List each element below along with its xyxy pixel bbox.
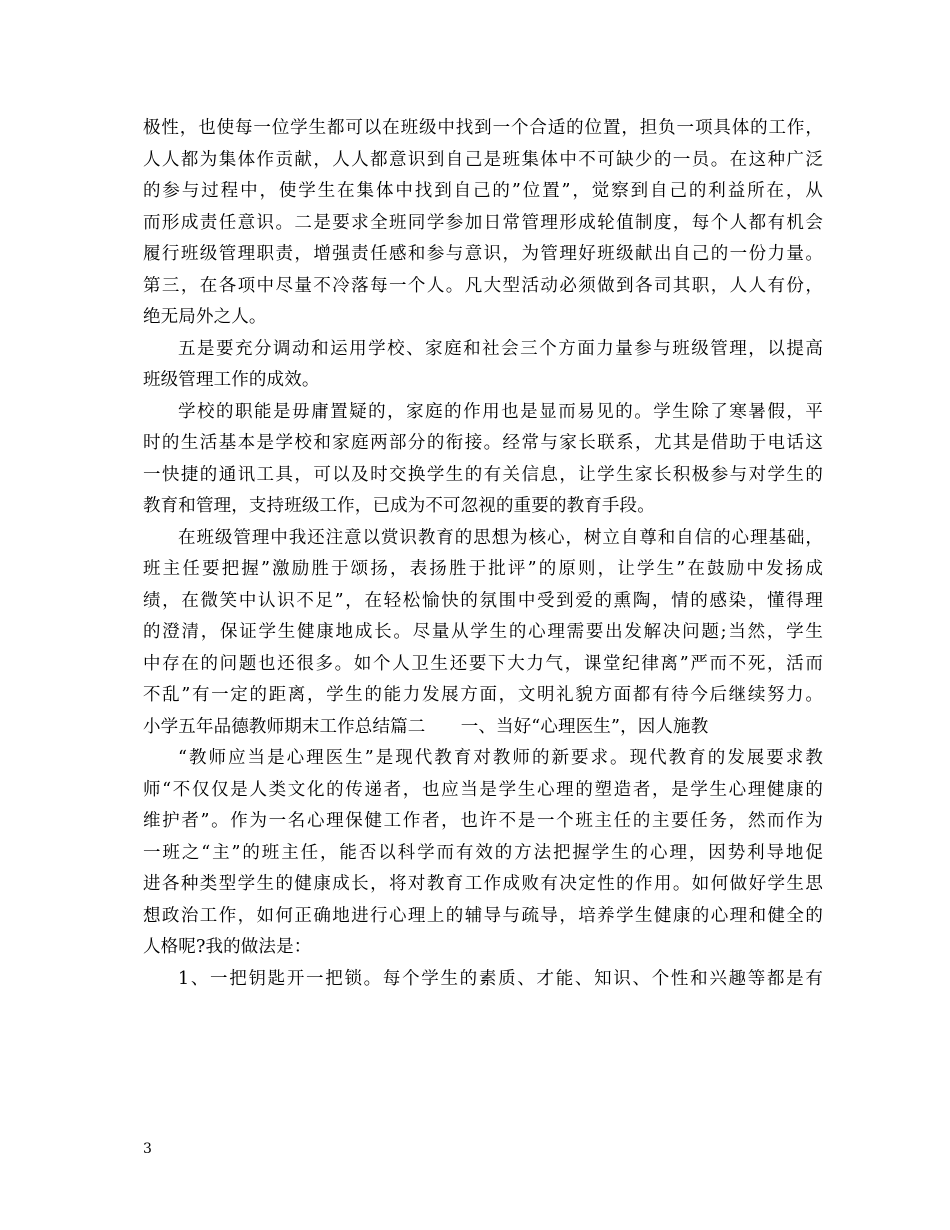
text-line: 想政治工作，如何正确地进行心理上的辅导与疏导，培养学生健康的心理和健全的 <box>143 905 823 926</box>
text-line: 绩，在微笑中认识不足”，在轻松愉快的氛围中受到爱的熏陶，情的感染，懂得理 <box>143 590 823 611</box>
text-line: 时的生活基本是学校和家庭两部分的衔接。经常与家长联系，尤其是借助于电话这 <box>143 433 823 453</box>
page-number: 3 <box>143 1141 152 1157</box>
text-line: 在班级管理中我还注意以赏识教育的思想为核心，树立自尊和自信的心理基础， <box>178 527 823 548</box>
text-line: 不乱”有一定的距离，学生的能力发展方面，文明礼貌方面都有待今后继续努力。 <box>143 685 823 705</box>
text-line: 的参与过程中，使学生在集体中找到自己的”位置”，觉察到自己的利益所在，从 <box>143 181 823 201</box>
text-line: 履行班级管理职责，增强责任感和参与意识，为管理好班级献出自己的一份力量。 <box>143 244 823 264</box>
text-line: 一班之“主”的班主任，能否以科学而有效的方法把握学生的心理，因势利导地促 <box>143 842 823 863</box>
text-line: 师“不仅仅是人类文化的传递者，也应当是学生心理的塑造者，是学生心理健康的 <box>143 779 823 800</box>
text-line: 的澄清，保证学生健康地成长。尽量从学生的心理需要出发解决问题;当然，学生 <box>143 622 823 642</box>
text-line: 教育和管理，支持班级工作，已成为不可忽视的重要的教育手段。 <box>143 496 655 516</box>
text-line: 学校的职能是毋庸置疑的，家庭的作用也是显而易见的。学生除了寒暑假，平 <box>178 401 823 422</box>
text-line: 班级管理工作的成效。 <box>143 370 320 390</box>
text-line: 第三，在各项中尽量不冷落每一个人。凡大型活动必须做到各司其职，人人有份， <box>143 275 823 296</box>
text-line: 而形成责任意识。二是要求全班同学参加日常管理形成轮值制度，每个人都有机会 <box>143 212 823 233</box>
text-line: 人人都为集体作贡献，人人都意识到自己是班集体中不可缺少的一员。在这种广泛 <box>143 149 823 170</box>
text-line: 1、一把钥匙开一把锁。每个学生的素质、才能、知识、个性和兴趣等都是有 <box>178 968 823 989</box>
text-line: 小学五年品德教师期末工作总结篇二 一、当好“心理医生”，因人施教 <box>143 716 709 737</box>
text-line: 一快捷的通讯工具，可以及时交换学生的有关信息，让学生家长积极参与对学生的 <box>143 464 823 485</box>
text-line: 极性，也使每一位学生都可以在班级中找到一个合适的位置，担负一项具体的工作， <box>143 118 823 138</box>
text-line: 进各种类型学生的健康成长，将对教育工作成败有决定性的作用。如何做好学生思 <box>143 874 823 894</box>
text-line: 中存在的问题也还很多。如个人卫生还要下大力气，课堂纪律离”严而不死，活而 <box>143 653 823 674</box>
text-line: 人格呢?我的做法是： <box>143 937 312 957</box>
text-line: 五是要充分调动和运用学校、家庭和社会三个方面力量参与班级管理，以提高 <box>178 338 823 359</box>
body-text <box>143 113 823 995</box>
text-line: “教师应当是心理医生”是现代教育对教师的新要求。现代教育的发展要求教 <box>178 748 823 768</box>
text-line: 维护者”。作为一名心理保健工作者，也许不是一个班主任的主要任务，然而作为 <box>143 811 823 831</box>
text-line: 班主任要把握”激励胜于颂扬，表扬胜于批评”的原则，让学生”在鼓励中发扬成 <box>143 559 823 579</box>
text-line: 绝无局外之人。 <box>143 307 267 327</box>
